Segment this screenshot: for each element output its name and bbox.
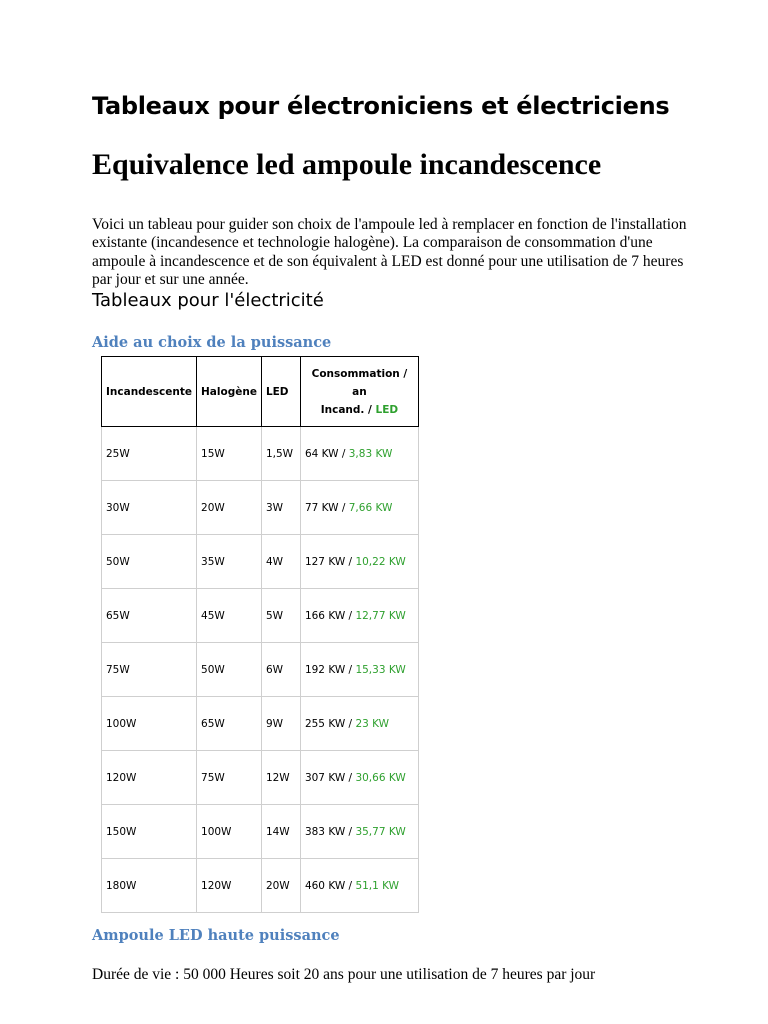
cell-cons-incand: 307 KW / bbox=[304, 771, 353, 784]
cell-incandescente: 150W bbox=[102, 805, 197, 859]
cell-halogene: 45W bbox=[197, 589, 262, 643]
table-row bbox=[102, 589, 419, 643]
cell-cons-incand: 192 KW / bbox=[304, 663, 353, 676]
cell-incandescente: 50W bbox=[102, 535, 197, 589]
table-row bbox=[102, 751, 419, 805]
cell-cons-incand: 460 KW / bbox=[304, 879, 353, 892]
cell-cons-incand: 383 KW / bbox=[304, 825, 353, 838]
cell-consommation bbox=[300, 427, 418, 481]
cell-led: 4W bbox=[261, 535, 300, 589]
table-row bbox=[102, 697, 419, 751]
cell-led: 3W bbox=[261, 481, 300, 535]
page-header-title: Tableaux pour électroniciens et électriciens bbox=[92, 92, 670, 120]
cell-cons-led: 7,66 KW bbox=[348, 501, 393, 514]
table-row bbox=[102, 643, 419, 697]
cell-consommation bbox=[300, 859, 418, 913]
cell-cons-led: 10,22 KW bbox=[355, 555, 406, 568]
cell-led: 1,5W bbox=[261, 427, 300, 481]
cell-incandescente: 75W bbox=[102, 643, 197, 697]
cell-halogene: 20W bbox=[197, 481, 262, 535]
cell-halogene: 35W bbox=[197, 535, 262, 589]
cell-halogene: 50W bbox=[197, 643, 262, 697]
cell-consommation bbox=[300, 805, 418, 859]
cell-cons-led: 12,77 KW bbox=[355, 609, 406, 622]
cell-halogene: 75W bbox=[197, 751, 262, 805]
cell-cons-led: 15,33 KW bbox=[355, 663, 406, 676]
header-consommation bbox=[300, 357, 418, 427]
header-consommation-line2: Incand. / bbox=[320, 403, 372, 416]
cell-led: 9W bbox=[261, 697, 300, 751]
header-consommation-led: LED bbox=[375, 403, 399, 416]
cell-cons-incand: 127 KW / bbox=[304, 555, 353, 568]
cell-cons-led: 30,66 KW bbox=[355, 771, 406, 784]
cell-incandescente: 25W bbox=[102, 427, 197, 481]
cell-halogene: 100W bbox=[197, 805, 262, 859]
cell-led: 12W bbox=[261, 751, 300, 805]
section-heading-high-power-led: Ampoule LED haute puissance bbox=[92, 927, 340, 944]
cell-halogene: 65W bbox=[197, 697, 262, 751]
cell-incandescente: 180W bbox=[102, 859, 197, 913]
cell-cons-led: 23 KW bbox=[355, 717, 390, 730]
header-halogene: Halogène bbox=[197, 357, 262, 427]
cell-consommation bbox=[300, 535, 418, 589]
cell-cons-incand: 166 KW / bbox=[304, 609, 353, 622]
cell-cons-led: 35,77 KW bbox=[355, 825, 406, 838]
cell-consommation bbox=[300, 643, 418, 697]
cell-led: 6W bbox=[261, 643, 300, 697]
section-subtitle: Tableaux pour l'électricité bbox=[92, 290, 324, 311]
cell-incandescente: 30W bbox=[102, 481, 197, 535]
cell-consommation bbox=[300, 697, 418, 751]
table-row bbox=[102, 427, 419, 481]
cell-cons-led: 51,1 KW bbox=[355, 879, 400, 892]
lifetime-text: Durée de vie : 50 000 Heures soit 20 ans pour une utilisation de 7 heures par jour bbox=[92, 966, 596, 983]
table-row bbox=[102, 805, 419, 859]
cell-incandescente: 65W bbox=[102, 589, 197, 643]
section-heading-power-choice: Aide au choix de la puissance bbox=[92, 334, 332, 351]
equivalence-table bbox=[101, 356, 419, 913]
table-row bbox=[102, 535, 419, 589]
header-consommation-line1: Consommation / an bbox=[311, 367, 408, 398]
cell-consommation bbox=[300, 481, 418, 535]
header-incandescente: Incandescente bbox=[102, 357, 197, 427]
cell-halogene: 15W bbox=[197, 427, 262, 481]
cell-led: 14W bbox=[261, 805, 300, 859]
page-title: Equivalence led ampoule incandescence bbox=[92, 148, 602, 181]
cell-consommation bbox=[300, 589, 418, 643]
table-row bbox=[102, 859, 419, 913]
cell-led: 20W bbox=[261, 859, 300, 913]
cell-led: 5W bbox=[261, 589, 300, 643]
cell-incandescente: 120W bbox=[102, 751, 197, 805]
cell-cons-incand: 64 KW / bbox=[304, 447, 346, 460]
intro-paragraph: Voici un tableau pour guider son choix de l'ampoule led à remplacer en fonction de l'installation existante (incandesence et technologie halogène). La comparaison de consommation d'une ampoule à incandescence et de son équivalent à LED est donné pour une utilisation de 7 heures par jour et sur une année. bbox=[92, 215, 687, 288]
cell-incandescente: 100W bbox=[102, 697, 197, 751]
cell-halogene: 120W bbox=[197, 859, 262, 913]
cell-cons-incand: 77 KW / bbox=[304, 501, 346, 514]
cell-cons-incand: 255 KW / bbox=[304, 717, 353, 730]
cell-consommation bbox=[300, 751, 418, 805]
header-led: LED bbox=[261, 357, 300, 427]
cell-cons-led: 3,83 KW bbox=[348, 447, 393, 460]
table-row bbox=[102, 481, 419, 535]
table-header-row bbox=[102, 357, 419, 427]
